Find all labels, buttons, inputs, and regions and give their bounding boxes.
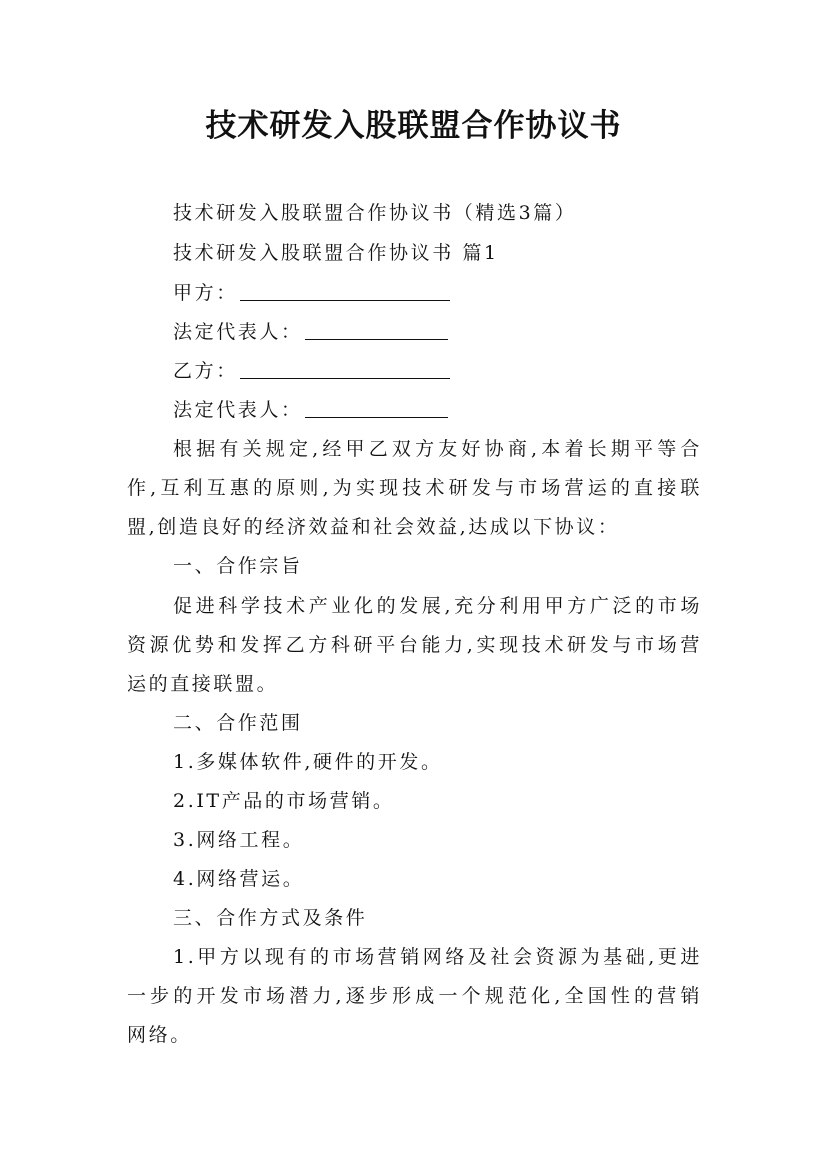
section-3-line-1: 1.甲方以现有的市场营销网络及社会资源为基础,更进 xyxy=(173,946,702,968)
rep-a-label: 法定代表人： xyxy=(173,321,303,343)
rep-b-blank xyxy=(305,399,448,418)
intro-line-1: 根据有关规定,经甲乙双方友好协商,本着长期平等合 xyxy=(173,438,702,460)
article-heading: 技术研发入股联盟合作协议书 篇1 xyxy=(173,242,499,264)
party-b-field xyxy=(173,356,702,383)
party-a-field xyxy=(173,278,702,305)
intro-line-3: 盟,创造良好的经济效益和社会效益,达成以下协议： xyxy=(127,516,620,538)
section-1-heading: 一、合作宗旨 xyxy=(173,555,303,577)
party-a-label: 甲方： xyxy=(173,282,238,304)
section-3-line-3: 网络。 xyxy=(127,1024,192,1046)
intro-line-2: 作,互利互惠的原则,为实现技术研发与市场营运的直接联 xyxy=(127,477,702,499)
section-3-heading: 三、合作方式及条件 xyxy=(173,907,368,929)
section-2-item-1: 1.多媒体软件,硬件的开发。 xyxy=(173,751,443,773)
party-b-blank xyxy=(240,360,450,379)
section-2-item-4: 4.网络营运。 xyxy=(173,868,305,890)
document-title: 技术研发入股联盟合作协议书 xyxy=(205,108,622,144)
section-2-item-3: 3.网络工程。 xyxy=(173,829,305,851)
rep-b-field xyxy=(173,395,702,422)
rep-a-field xyxy=(173,317,702,344)
rep-a-blank xyxy=(305,321,448,340)
rep-b-label: 法定代表人： xyxy=(173,399,303,421)
section-1-line-3: 运的直接联盟。 xyxy=(127,673,279,695)
party-a-blank xyxy=(240,282,450,301)
section-1-line-1: 促进科学技术产业化的发展,充分利用甲方广泛的市场 xyxy=(173,595,702,617)
document-subtitle: 技术研发入股联盟合作协议书（精选3篇） xyxy=(173,202,577,224)
party-b-label: 乙方： xyxy=(173,360,238,382)
section-1-line-2: 资源优势和发挥乙方科研平台能力,实现技术研发与市场营 xyxy=(127,634,702,656)
section-3-line-2: 一步的开发市场潜力,逐步形成一个规范化,全国性的营销 xyxy=(127,985,702,1007)
section-2-heading: 二、合作范围 xyxy=(173,712,303,734)
section-2-item-2: 2.IT产品的市场营销。 xyxy=(173,790,395,812)
